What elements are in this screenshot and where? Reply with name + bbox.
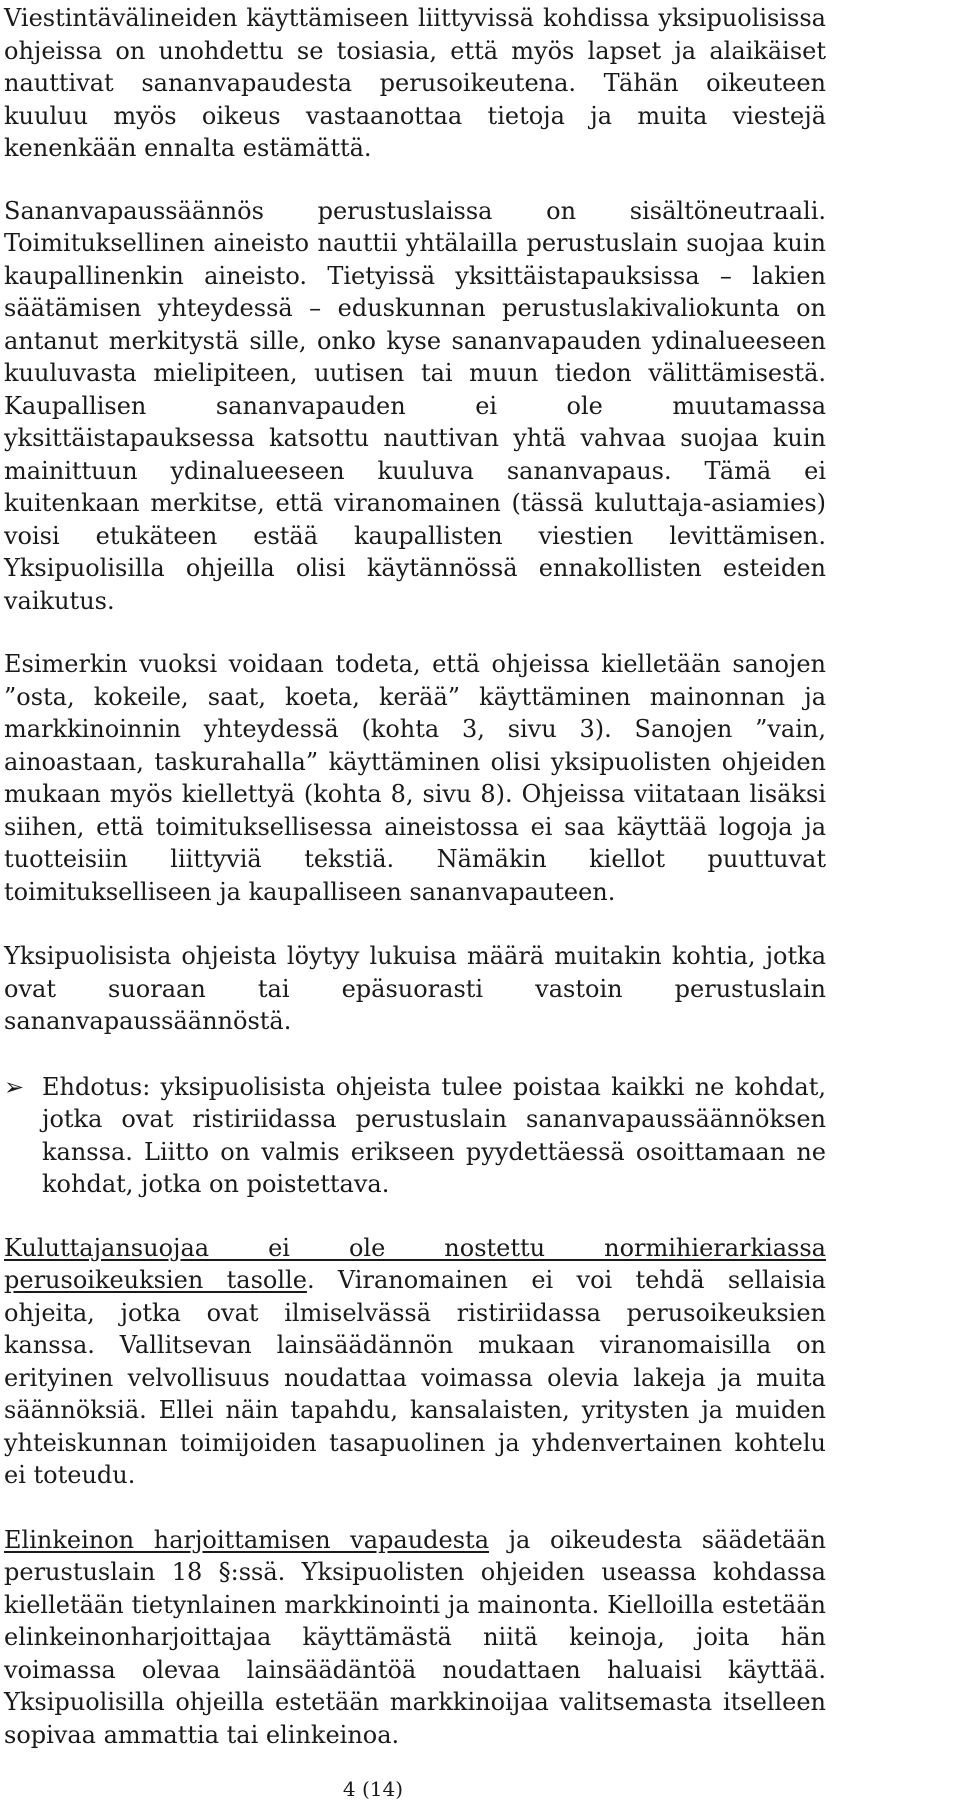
underlined-heading-consumer-protection: Kuluttajansuojaa ei ole nostettu normihierarkiassa perusoikeuksien tasolle (4, 1233, 826, 1294)
paragraph-content-neutrality: Sananvapaussäännös perustuslaissa on sisältöneutraali. Toimituksellinen aineisto nauttii yhtälailla perustuslain suojaa kuin kaupallinenkin aineisto. Tietyissä yksittäistapauksissa – lakien säätämisen yhteydessä – eduskunnan perustuslakivaliokunta on antanut merkitystä sille, onko kyse sananvapauden ydinalueeseen kuuluvasta mielipiteen, uutisen tai muun tiedon välittämisestä. Kaupallisen sananvapauden ei ole muutamassa yksittäistapauksessa katsottu nauttivan yhtä vahvaa suojaa kuin mainittuun ydinalueeseen kuuluva sananvapaus. Tämä ei kuitenkaan merkitse, että viranomainen (tässä kuluttaja-asiamies) voisi etukäteen estää kaupallisten viestien levittämisen. Yksipuolisilla ohjeilla olisi käytännössä ennakollisten esteiden vaikutus. (4, 196, 826, 615)
paragraph-children-free-speech: Viestintävälineiden käyttämiseen liittyvissä kohdissa yksipuolisissa ohjeissa on unohdettu se tosiasia, että myös lapset ja alaikäiset nauttivat sananvapaudesta perusoikeutena. Tähän oikeuteen kuuluu myös oikeus vastaanottaa tietoja ja muita viestejä kenenkään ennalta estämättä. (4, 4, 826, 162)
paragraph-freedom-of-trade-body: ja oikeudesta säädetään perustuslain 18 §:ssä. Yksipuolisten ohjeiden useassa kohdassa kielletään tietynlainen markkinointi ja mainonta. Kielloilla estetään elinkeinonharjoittajaa käyttämästä niitä keinoja, joita hän voimassa olevaa lainsäädäntöä noudattaen haluaisi käyttää. Yksipuolisilla ohjeilla estetään markkinoijaa valitsemasta itselleen sopivaa ammattia tai elinkeinoa. (4, 1525, 826, 1749)
paragraph-consumer-protection (4, 1232, 826, 1492)
document-page (4, 0, 826, 1751)
paragraph-example-banned-words: Esimerkin vuoksi voidaan todeta, että ohjeissa kielletään sanojen ”osta, kokeile, saat, koeta, kerää” käyttäminen mainonnan ja markkinoinnin yhteydessä (kohta 3, sivu 3). Sanojen ”vain, ainoastaan, taskurahalla” käyttäminen olisi yksipuolisten ohjeiden mukaan myös kiellettyä (kohta 8, sivu 8). Ohjeissa viitataan lisäksi siihen, että toimituksellisessa aineistossa ei saa käyttää logoja ja tuotteisiin liittyviä tekstiä. Nämäkin kiellot puuttuvat toimitukselliseen ja kaupalliseen sananvapauteen. (4, 650, 826, 906)
proposal-bullet (4, 1071, 826, 1201)
arrow-bullet-icon: ➢ (4, 1072, 25, 1101)
page-number: 4 (14) (342, 1777, 404, 1801)
paragraph-consumer-protection-body: . Viranomainen ei voi tehdä sellaisia ohjeita, jotka ovat ilmiselvässä ristiriidassa perusoikeuksien kanssa. Vallitsevan lainsäädännön mukaan viranomaisilla on erityinen velvollisuus noudattaa voimassa olevia lakeja ja muita säännöksiä. Ellei näin tapahdu, kansalaisten, yritysten ja muiden yhteiskunnan toimijoiden tasapuolinen ja yhdenvertainen kohtelu ei toteudu. (4, 1266, 826, 1489)
paragraph-other-conflicts: Yksipuolisista ohjeista löytyy lukuisa määrä muitakin kohtia, jotka ovat suoraan tai epäsuorasti vastoin perustuslain sananvapaussäännöstä. (4, 942, 826, 1035)
underlined-heading-freedom-of-trade: Elinkeinon harjoittamisen vapaudesta (4, 1525, 489, 1554)
paragraph-freedom-of-trade (4, 1524, 826, 1752)
proposal-text: Ehdotus: yksipuolisista ohjeista tulee poistaa kaikki ne kohdat, jotka ovat ristiriidassa perustuslain sananvapaussäännöksen kanssa. Liitto on valmis erikseen pyydettäessä osoittamaan ne kohdat, jotka on poistettava. (42, 1072, 826, 1198)
